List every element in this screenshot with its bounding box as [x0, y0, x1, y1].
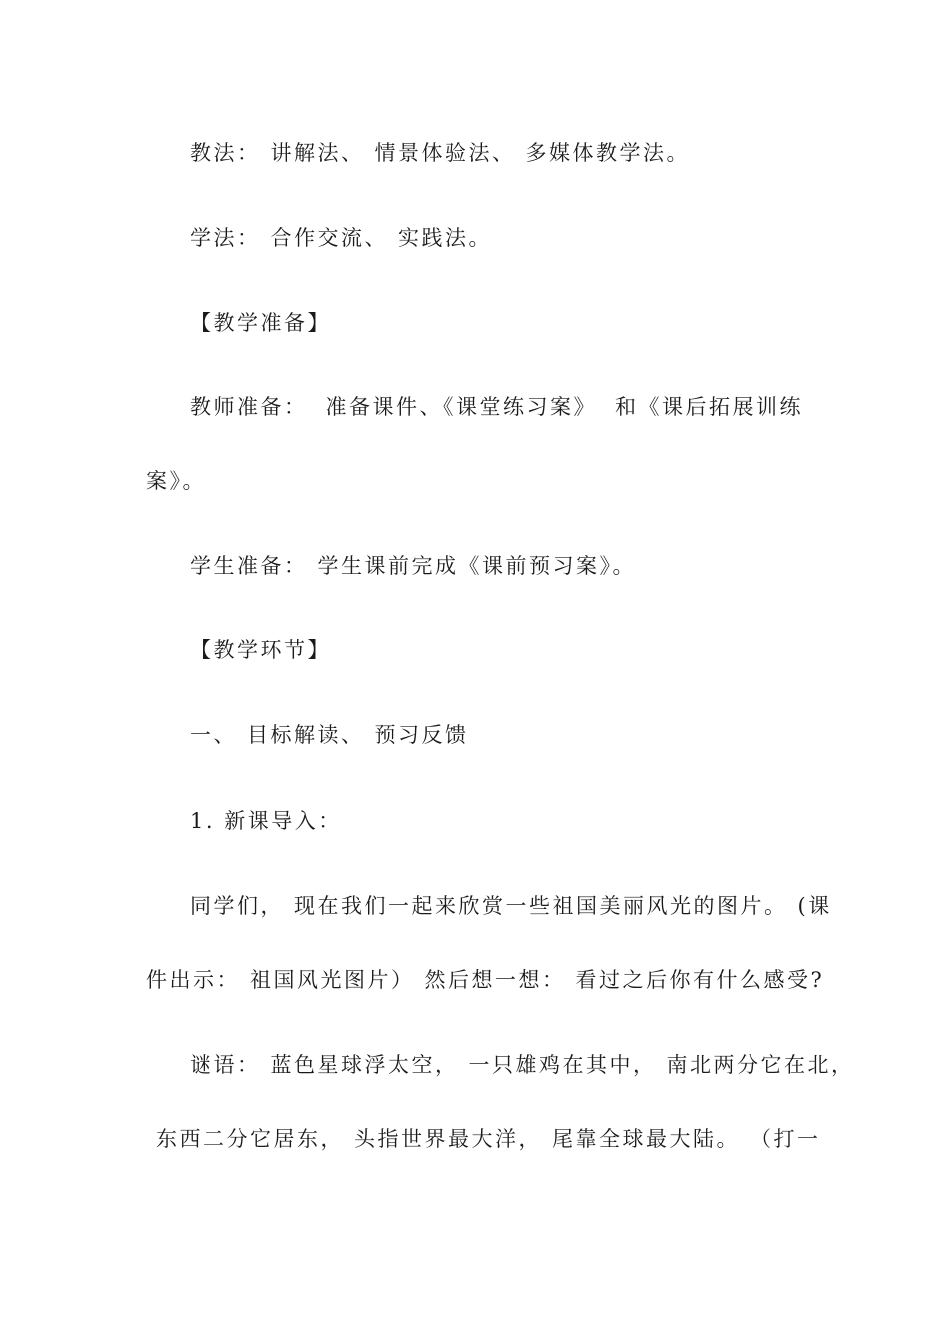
text-segment: 看过之后你有什么感受?: [575, 968, 825, 992]
text-segment: 实践法。: [398, 226, 492, 250]
text-segment: 学生准备：: [190, 554, 308, 578]
teaching-methods-line: [190, 139, 690, 167]
step-one-heading: [190, 721, 469, 749]
text-segment: 教师准备：: [190, 395, 308, 419]
text-segment: （打一: [750, 1127, 821, 1151]
text-segment: 件出示：: [146, 968, 240, 992]
text-segment: 案》。: [146, 469, 206, 493]
text-segment: 讲解法、: [270, 141, 365, 165]
text-segment: 【教学准备】: [190, 311, 331, 335]
new-lesson-intro-heading: [190, 807, 342, 835]
text-segment: 尾靠全球最大陆。: [552, 1127, 740, 1151]
text-segment: 预习反馈: [374, 723, 469, 747]
text-segment: 1. 新课导入：: [190, 809, 342, 833]
text-segment: 合作交流、: [270, 226, 388, 250]
section-heading-teaching-steps: [190, 636, 331, 664]
teacher-preparation-continued: [146, 467, 206, 495]
text-segment: 现在我们一起来欣赏一些祖国美丽风光的图片。: [294, 894, 788, 918]
text-segment: 同学们，: [190, 894, 284, 918]
text-segment: 祖国风光图片）: [250, 968, 415, 992]
riddle-line-2: [156, 1125, 821, 1153]
student-preparation-line: [190, 552, 636, 580]
text-segment: 目标解读、: [247, 723, 365, 747]
text-segment: (课: [797, 894, 832, 918]
text-segment: 谜语：: [190, 1053, 261, 1077]
text-segment: 和《课后拓展训练: [615, 395, 803, 419]
text-segment: 然后想一想：: [424, 968, 566, 992]
text-segment: 教法：: [190, 141, 261, 165]
text-segment: 一、: [190, 723, 237, 747]
text-segment: 东西二分它居东，: [156, 1127, 344, 1151]
text-segment: 一只雄鸡在其中，: [468, 1053, 657, 1077]
text-segment: 南北两分它在北，: [666, 1053, 855, 1077]
text-segment: 多媒体教学法。: [525, 141, 690, 165]
text-segment: 蓝色星球浮太空，: [270, 1053, 459, 1077]
text-segment: 情景体验法、: [374, 141, 516, 165]
section-heading-preparation: [190, 309, 331, 337]
learning-methods-line: [190, 224, 492, 252]
intro-paragraph-line-1: [190, 892, 832, 920]
text-segment: 学生课前完成《课前预习案》。: [317, 554, 636, 578]
riddle-line-1: [190, 1051, 855, 1079]
text-segment: 【教学环节】: [190, 638, 331, 662]
text-segment: 准备课件、《课堂练习案》: [325, 395, 597, 419]
text-segment: 学法：: [190, 226, 261, 250]
intro-paragraph-line-2: [146, 966, 824, 994]
text-segment: 头指世界最大洋，: [354, 1127, 542, 1151]
teacher-preparation-line: [190, 393, 803, 421]
